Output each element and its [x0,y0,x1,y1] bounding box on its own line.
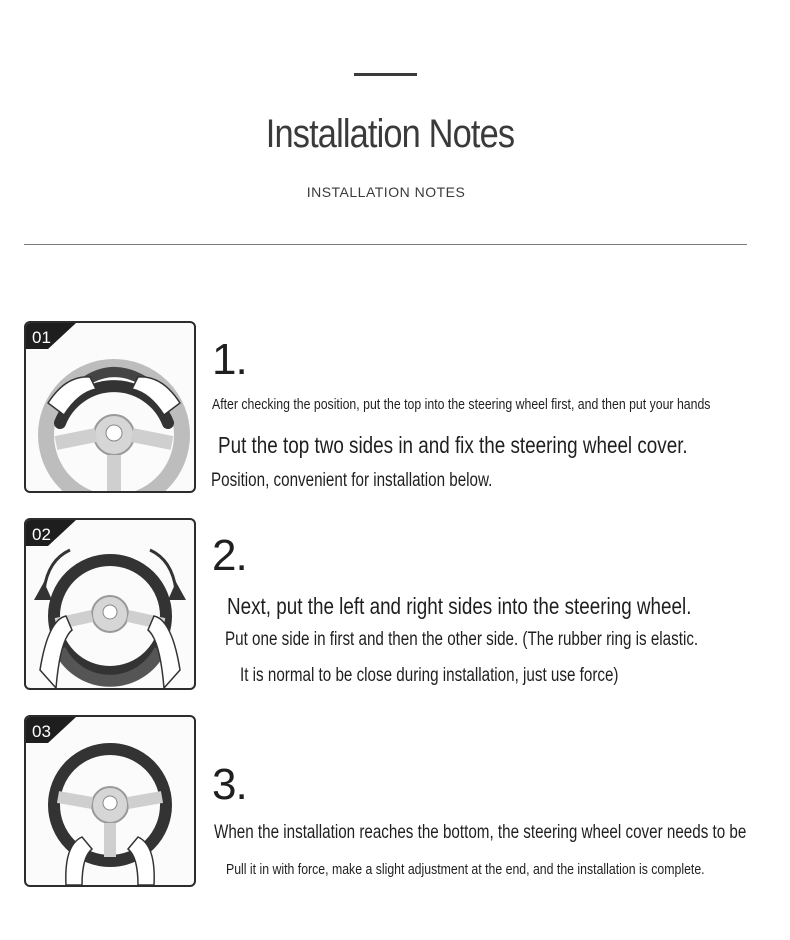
step-2-badge: 02 [32,525,51,544]
step-1-line-2: Put the top two sides in and fix the steering wheel cover. [218,432,688,458]
header-accent-bar [354,73,417,76]
step-3-number: 3. [212,760,247,809]
steering-wheel-hands-bottom-icon [26,717,194,885]
step-3-line-1: When the installation reaches the bottom, the steering wheel cover needs to be [214,822,747,843]
header-divider [24,244,747,245]
page-title: Installation Notes [265,112,515,156]
step-3-line-2: Pull it in with force, make a slight adjustment at the end, and the installation is complete. [226,861,705,878]
step-2-line-1: Next, put the left and right sides into the steering wheel. [227,593,692,619]
step-3-illustration [24,715,196,887]
step-3-badge: 03 [32,722,51,741]
step-1-illustration [24,321,196,493]
step-2-number: 2. [212,531,247,580]
step-2-line-2: Put one side in first and then the other side. (The rubber ring is elastic. [225,629,699,650]
step-2-illustration [24,518,196,690]
step-1-badge: 01 [32,328,51,347]
step-1-line-3: Position, convenient for installation below. [211,470,493,491]
step-1-number: 1. [212,335,247,384]
steering-wheel-hands-sides-icon [26,520,194,688]
steering-wheel-hands-top-icon [26,323,194,491]
page-subtitle: INSTALLATION NOTES [306,184,466,200]
step-1-line-1: After checking the position, put the top into the steering wheel first, and then put your hands [212,396,711,413]
step-2-line-3: It is normal to be close during installation, just use force) [240,665,619,686]
